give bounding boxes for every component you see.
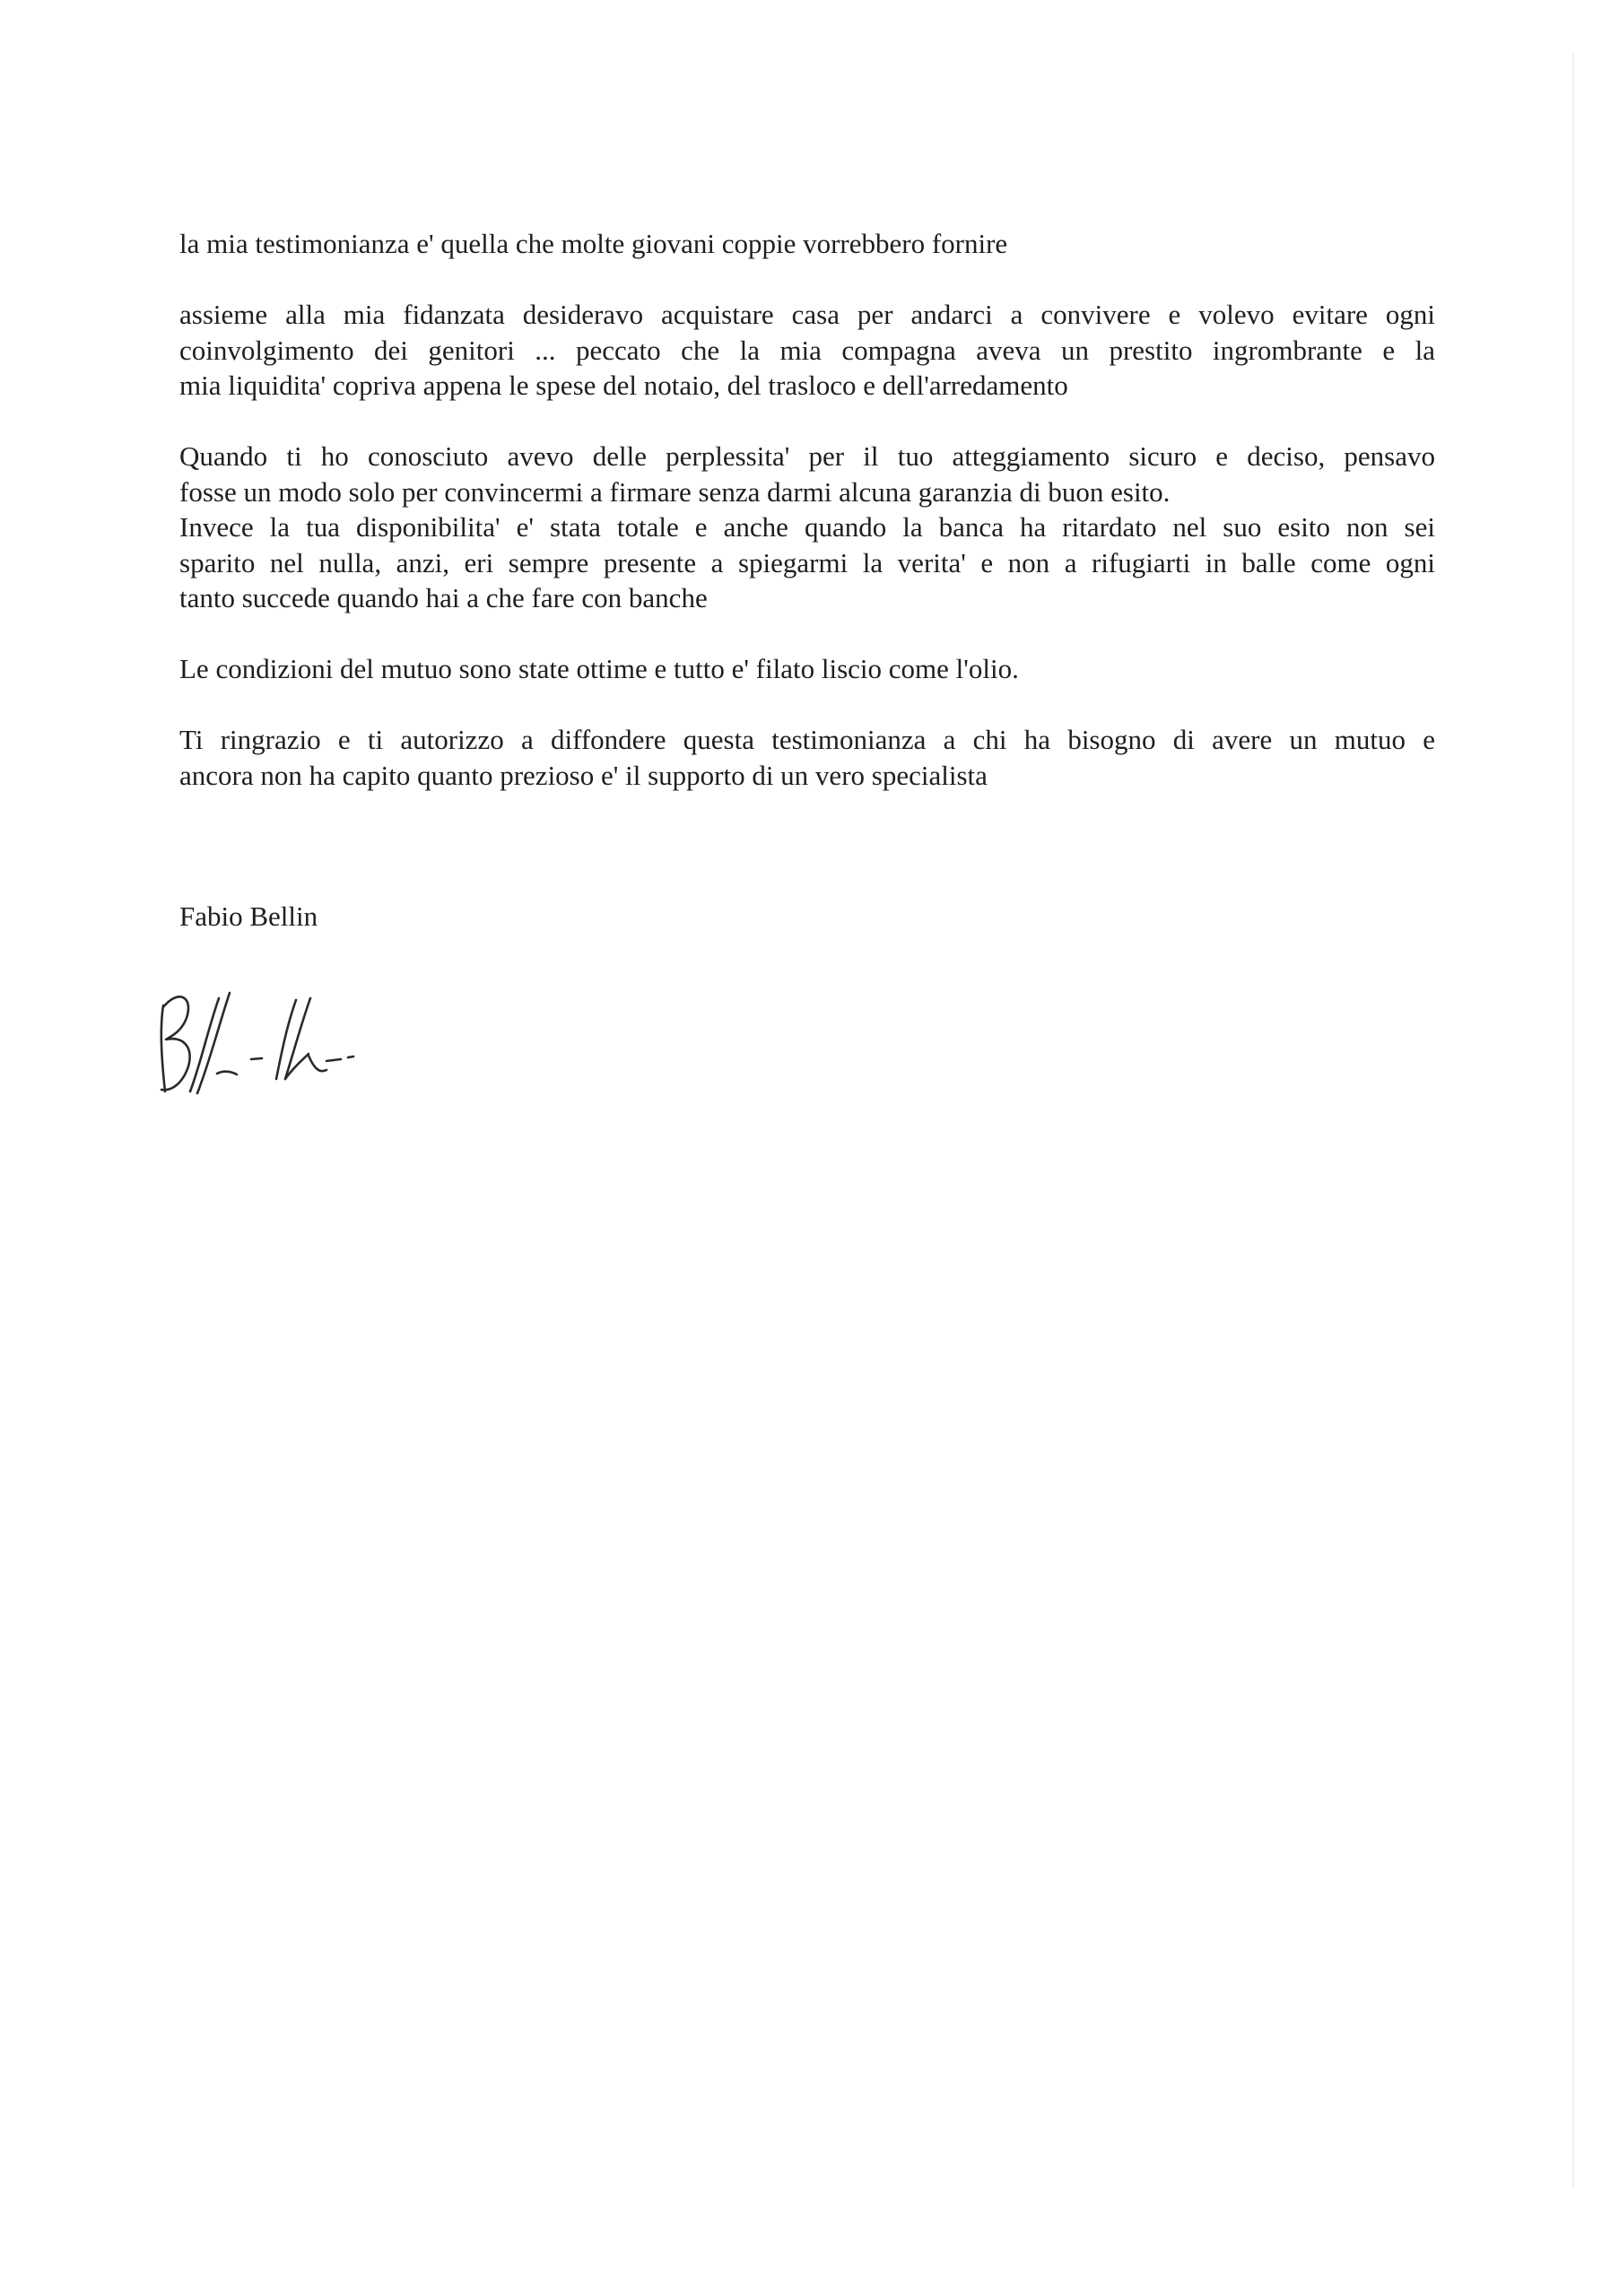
paragraph-1-line-3: mia liquidita' copriva appena le spese del notaio, del trasloco e dell'arredamento [179,370,1068,401]
paragraph-1-line-2: coinvolgimento dei genitori ... peccato che la mia compagna aveva un prestito ingrombrante e la [179,334,1435,366]
paragraph-spacer [179,404,1435,439]
paragraph-4-line-2: ancora non ha capito quanto prezioso e' il supporto di un vero specialista [179,759,988,791]
paragraph-2-line-5: tanto succede quando hai a che fare con banche [179,582,708,613]
letter-body [179,226,1435,935]
paragraph-spacer [179,262,1435,298]
scan-edge-line [1572,54,1574,2188]
opening-line: la mia testimonianza e' quella che molte giovani coppie vorrebbero fornire [179,228,1008,259]
paragraph-2 [179,439,1435,616]
signature-spacer [179,793,1435,899]
paragraph-3: Le condizioni del mutuo sono state ottime e tutto e' filato liscio come l'olio. [179,653,1019,684]
paragraph-2-line-3: Invece la tua disponibilita' e' stata totale e anche quando la banca ha ritardato nel suo esito non sei [179,511,1435,543]
paragraph-4-line-1: Ti ringrazio e ti autorizzo a diffondere questa testimonianza a chi ha bisogno di avere un mutuo e [179,724,1435,755]
paragraph-1 [179,297,1435,404]
paragraph-spacer [179,616,1435,652]
paragraph-2-line-4: sparito nel nulla, anzi, eri sempre presente a spiegarmi la verita' e non a rifugiarti in balle come ogni [179,546,1435,578]
paragraph-2-line-1: Quando ti ho conosciuto avevo delle perplessita' per il tuo atteggiamento sicuro e deciso, pensavo [179,440,1435,472]
paragraph-2-line-2: fosse un modo solo per convincermi a firmare senza darmi alcuna garanzia di buon esito. [179,475,1171,508]
handwritten-signature [151,973,366,1103]
paragraph-spacer [179,687,1435,723]
signatory-name: Fabio Bellin [179,900,318,932]
paragraph-4 [179,722,1435,793]
paragraph-1-line-1: assieme alla mia fidanzata desideravo acquistare casa per andarci a convivere e volevo evitare ogni [179,299,1435,330]
